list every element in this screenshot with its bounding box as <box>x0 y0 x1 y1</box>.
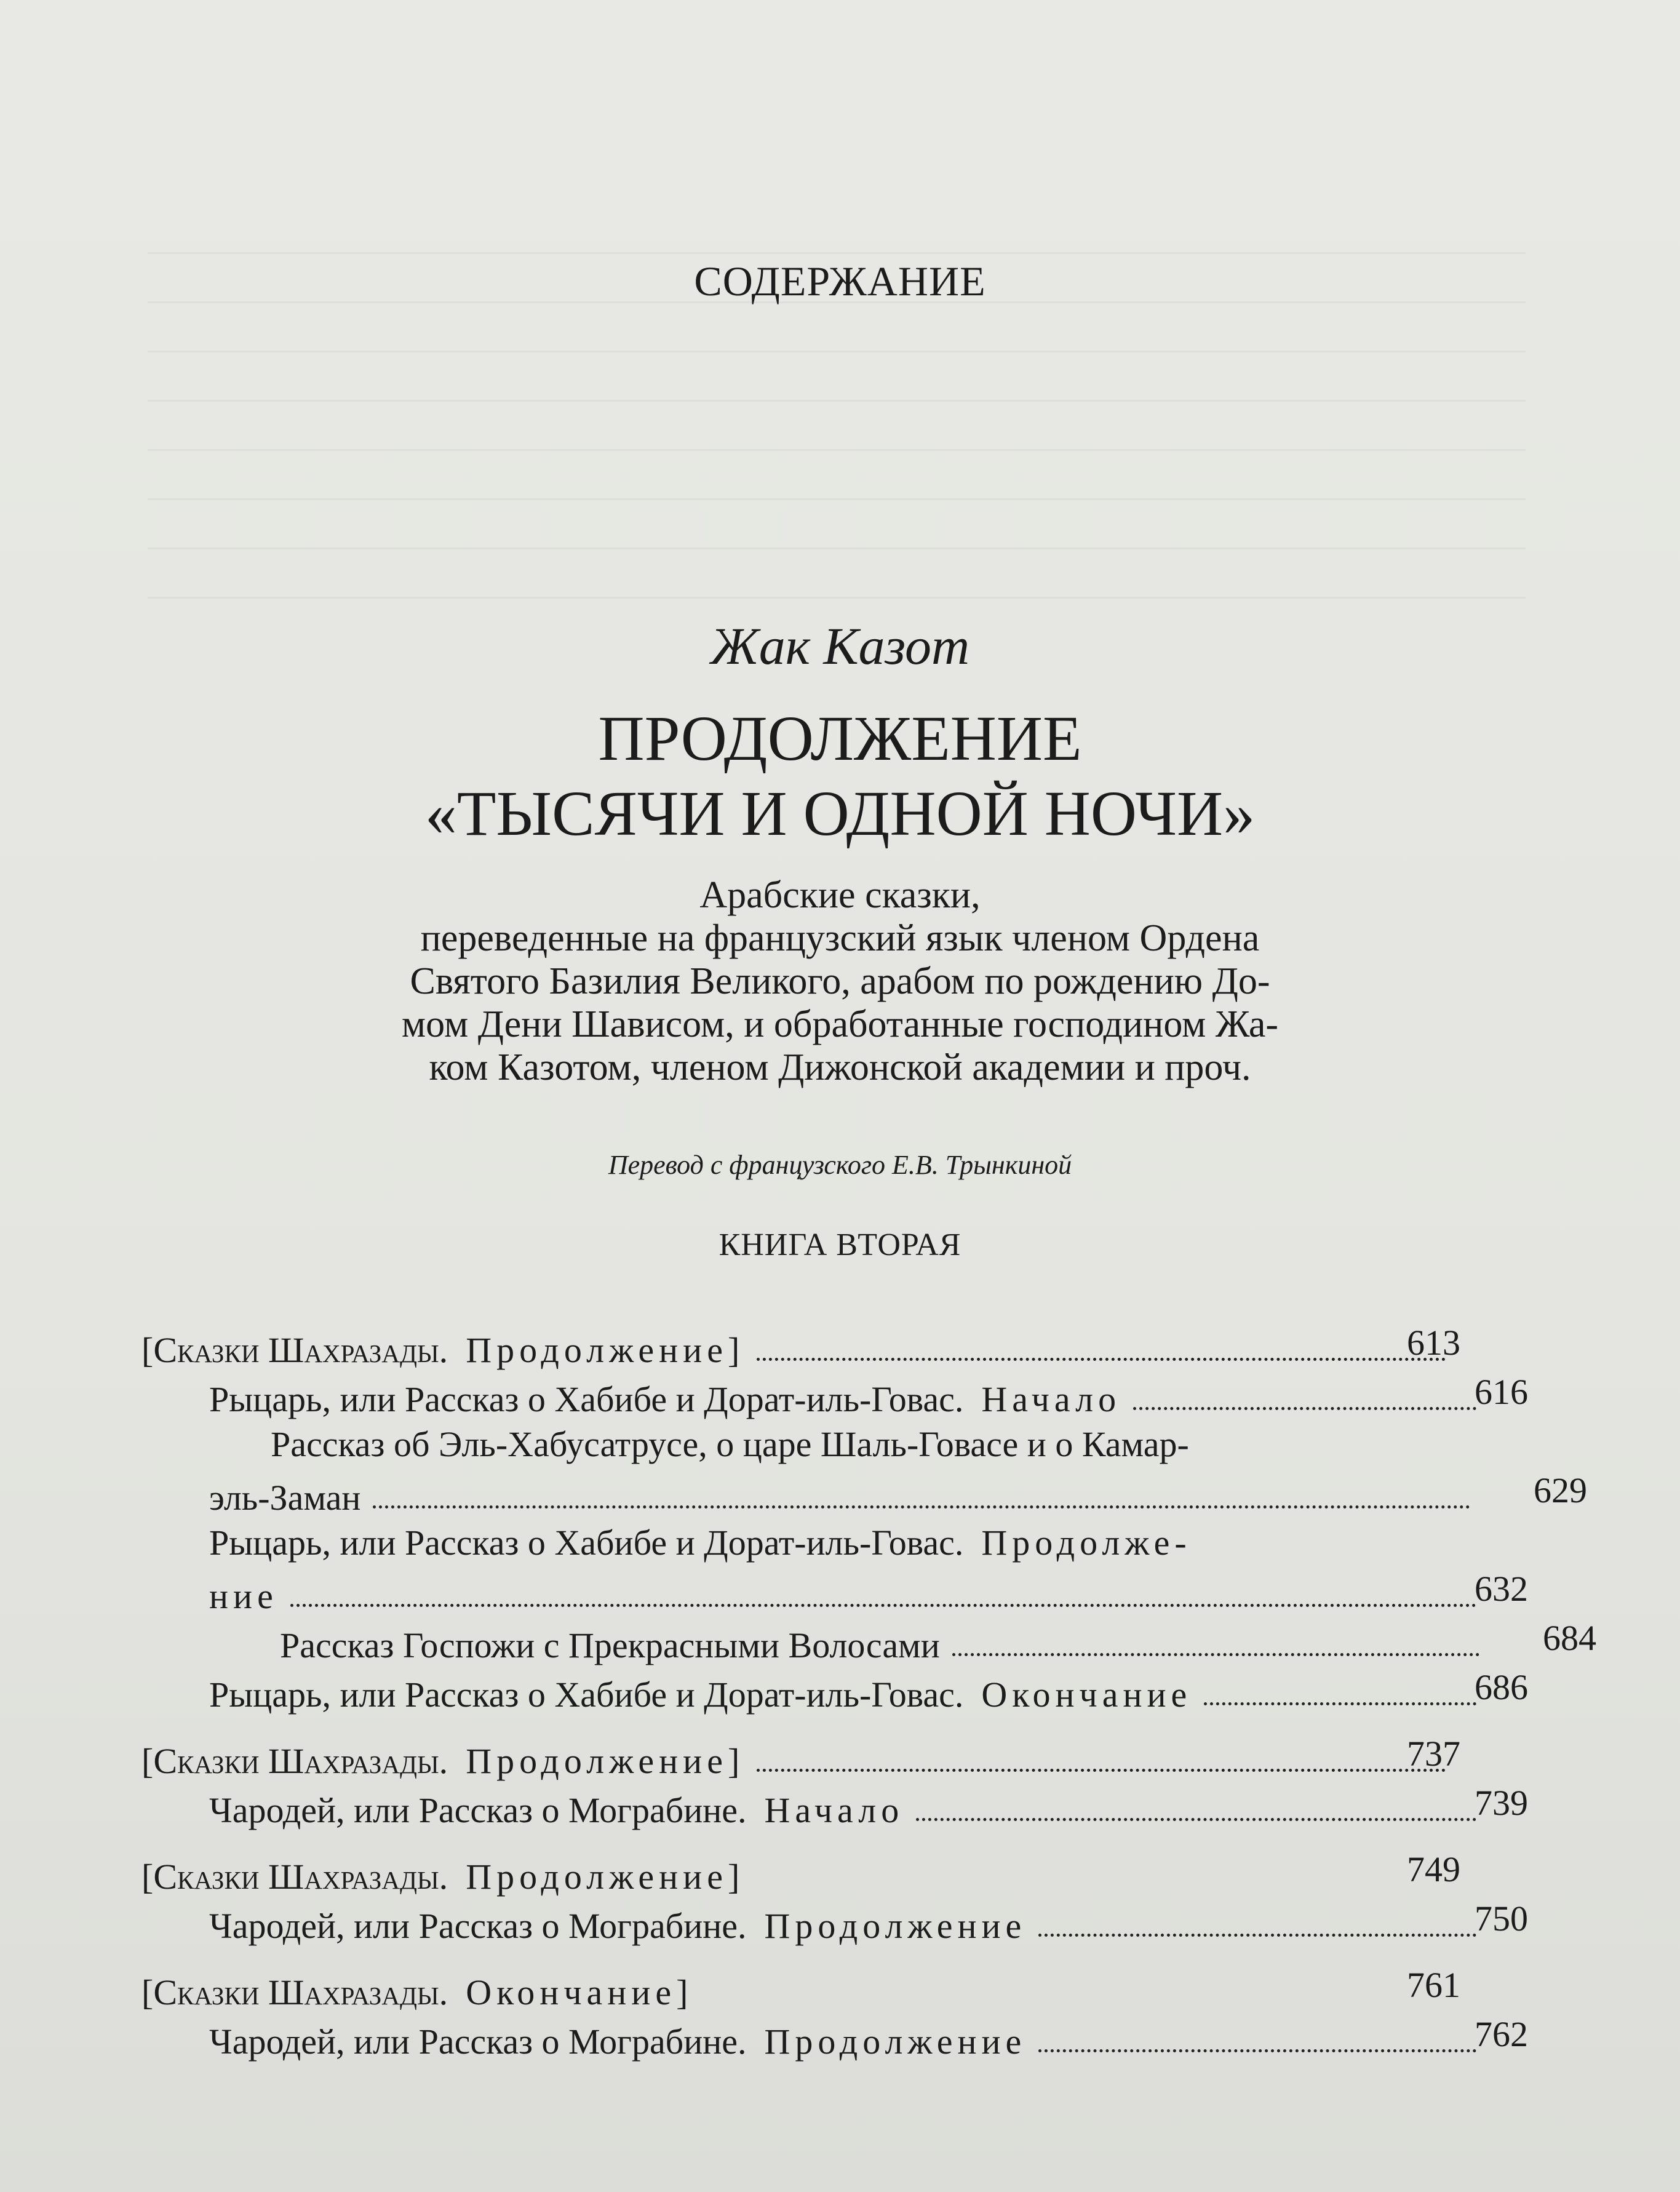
toc-entry-title: Рассказ об Эль-Хабусатрусе, о царе Шаль-Говасе и о Камар- эль-Заман <box>209 1420 1483 1518</box>
bleed-through-line <box>148 351 1526 353</box>
toc-page-number: 761 <box>1407 1965 1460 2005</box>
toc-entry[interactable] <box>141 1964 1458 2013</box>
subtitle-line: мом Дени Шависом, и обработанные господином Жа- <box>401 1003 1279 1045</box>
toc-page-number: 762 <box>1475 2014 1528 2054</box>
translator-credit: Перевод с французского Е.В. Трынкиной <box>608 1150 1072 1180</box>
bleed-through-line <box>148 400 1526 402</box>
leader-dots <box>1204 1702 1476 1705</box>
book-section-title: КНИГА ВТОРАЯ <box>719 1227 961 1262</box>
leader-dots <box>1038 1933 1476 1937</box>
toc-entry-title: [Сказки Шахразады. Окончание] <box>141 1972 693 2012</box>
leader-dots <box>1038 2049 1476 2052</box>
author-name: Жак Казот <box>710 616 970 676</box>
toc-entry-title: Чародей, или Рассказ о Мограбине. Продолжение <box>209 2022 1027 2062</box>
toc-entry-title: [Сказки Шахразады. Продолжение] <box>141 1330 745 1370</box>
toc-page-number: 749 <box>1407 1849 1460 1889</box>
title-line: ПРОДОЛЖЕНИЕ <box>598 703 1082 774</box>
toc-entry[interactable] <box>141 1420 1587 1518</box>
toc-page-number: 613 <box>1407 1323 1460 1363</box>
toc-entry[interactable] <box>141 1371 1528 1420</box>
toc-entry[interactable] <box>141 1617 1596 1666</box>
toc-entry-title: Рыцарь, или Рассказ о Хабибе и Дорат-иль-Говас. Начало <box>209 1379 1121 1419</box>
toc-entry[interactable] <box>141 1897 1528 1947</box>
bleed-through-line <box>148 449 1526 451</box>
book-title <box>0 701 1680 851</box>
subtitle-line: переведенные на французский язык членом Ордена <box>420 917 1260 959</box>
bleed-through-line <box>148 597 1526 599</box>
toc-entry[interactable] <box>141 1848 1458 1897</box>
toc-entry-title: Чародей, или Рассказ о Мограбине. Продолжение <box>209 1906 1027 1946</box>
toc-entry-title: [Сказки Шахразады. Продолжение] <box>141 1741 745 1781</box>
leader-dots <box>916 1817 1476 1821</box>
toc-entry-title: Чародей, или Рассказ о Мограбине. Начало <box>209 1790 904 1830</box>
leader-dots <box>373 1505 1470 1508</box>
leader-dots <box>757 1768 1446 1772</box>
toc-page-number: 739 <box>1475 1783 1528 1823</box>
toc-page-number: 616 <box>1475 1372 1528 1412</box>
bleed-through-line <box>148 498 1526 500</box>
toc-page-number: 750 <box>1475 1899 1528 1939</box>
toc-page-number: 686 <box>1475 1667 1528 1707</box>
contents-heading: СОДЕРЖАНИЕ <box>694 258 986 305</box>
toc-entry-title: Рассказ Госпожи с Прекрасными Волосами <box>280 1625 940 1665</box>
toc-entry[interactable] <box>141 1782 1528 1831</box>
title-line: «ТЫСЯЧИ И ОДНОЙ НОЧИ» <box>424 778 1256 849</box>
subtitle-line: Святого Базилия Великого, арабом по рождению До- <box>410 960 1270 1002</box>
bleed-through-line <box>148 548 1526 549</box>
leader-dots <box>757 1357 1446 1361</box>
leader-dots <box>1133 1406 1476 1410</box>
bleed-through-line <box>148 252 1526 254</box>
subtitle-line: ком Казотом, членом Дижонской академии и проч. <box>429 1046 1251 1088</box>
toc-entry[interactable] <box>141 1321 1458 1371</box>
toc-entry[interactable] <box>141 2013 1528 2062</box>
book-subtitle <box>0 874 1680 1089</box>
toc-page-number: 632 <box>1475 1569 1528 1609</box>
toc-entry[interactable] <box>141 1666 1528 1715</box>
toc-entry-title: Рыцарь, или Рассказ о Хабибе и Дорат-иль-Говас. Окончание <box>209 1675 1192 1715</box>
leader-dots <box>290 1603 1476 1607</box>
leader-dots <box>952 1652 1479 1656</box>
toc-entry[interactable] <box>141 1518 1528 1617</box>
toc-page-number: 629 <box>1534 1470 1587 1510</box>
subtitle-line: Арабские сказки, <box>699 874 981 916</box>
toc-entry[interactable] <box>141 1732 1458 1782</box>
toc-page-number: 737 <box>1407 1734 1460 1774</box>
toc-entry-title: Рыцарь, или Рассказ о Хабибе и Дорат-иль-Говас. Продолже- ние <box>209 1518 1489 1617</box>
toc-page-number: 684 <box>1543 1618 1596 1658</box>
table-of-contents <box>141 1321 1596 2062</box>
toc-entry-title: [Сказки Шахразады. Продолжение] <box>141 1857 745 1897</box>
